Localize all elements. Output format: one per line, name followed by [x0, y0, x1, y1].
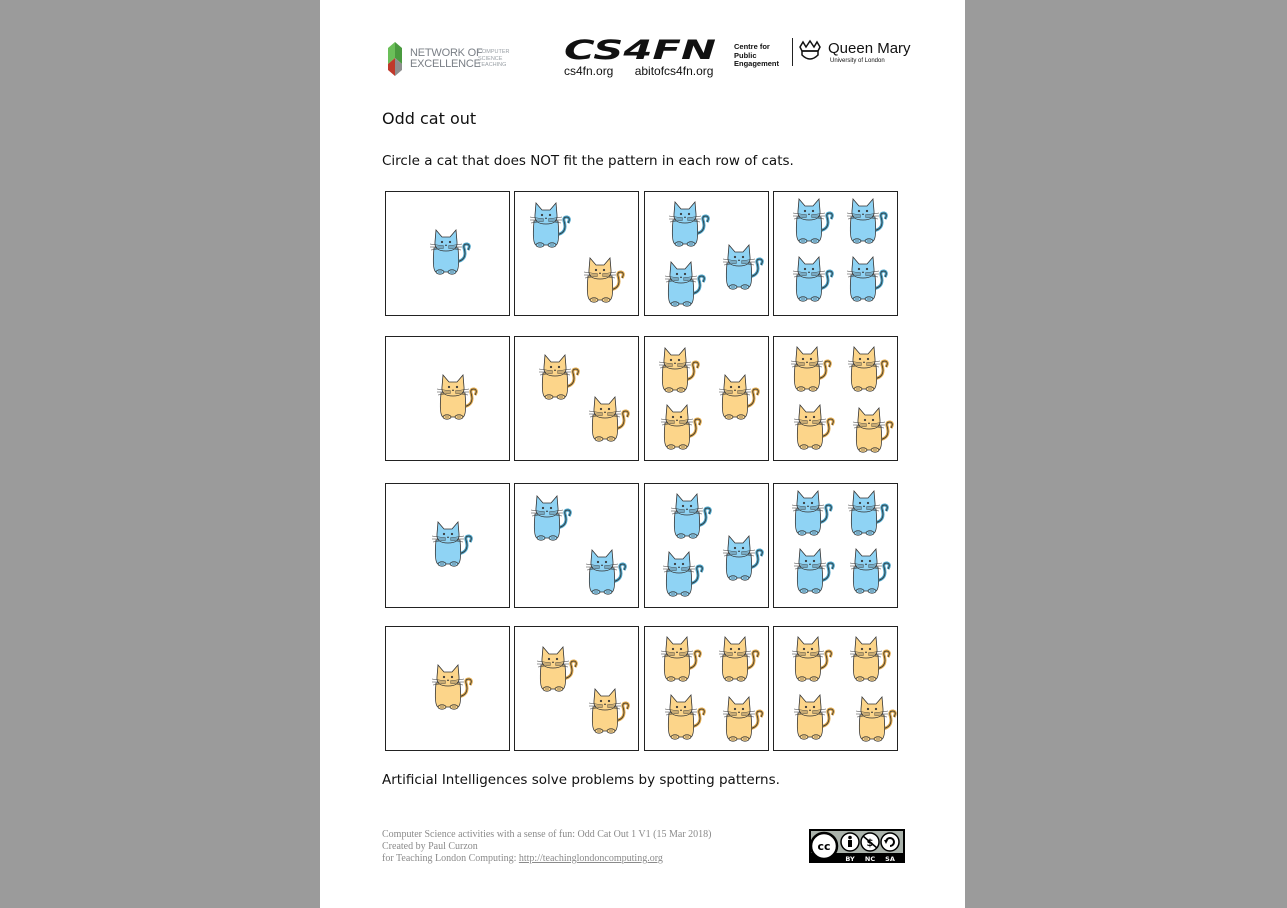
svg-text:NC: NC — [864, 855, 876, 863]
cat-cell-r4c4[interactable] — [773, 626, 898, 751]
cat-orange[interactable] — [719, 637, 758, 681]
cat-orange[interactable] — [723, 697, 762, 741]
cat-orange[interactable] — [432, 665, 471, 709]
teachinglondoncomputing-link[interactable]: http://teachinglondoncomputing.org — [518, 853, 663, 864]
cat-cell-r4c3-art — [645, 627, 770, 752]
cs4fn-logo — [564, 36, 719, 64]
cat-cell-r3c4[interactable] — [773, 483, 898, 608]
cat-blue[interactable] — [848, 491, 887, 535]
page-title: Odd cat out — [382, 109, 477, 128]
cat-cell-r1c3-art — [645, 192, 770, 317]
cat-blue[interactable] — [723, 245, 762, 289]
cs4fn-links — [564, 64, 713, 78]
cat-blue[interactable] — [530, 203, 569, 247]
cat-orange[interactable] — [719, 375, 758, 419]
queen-mary-name: Queen Mary — [828, 40, 911, 57]
cat-blue[interactable] — [847, 199, 886, 243]
cat-cell-r3c2[interactable] — [514, 483, 639, 608]
cat-blue[interactable] — [792, 491, 831, 535]
cat-cell-r4c1-art — [386, 627, 511, 752]
abitofcs4fn-link[interactable]: abitofcs4fn.org — [634, 64, 714, 78]
bottom-statement: Artificial Intelligences solve problems by spotting patterns. — [382, 772, 780, 788]
cat-blue[interactable] — [430, 230, 469, 274]
cat-cell-r1c2-art — [515, 192, 640, 317]
cat-orange[interactable] — [537, 647, 576, 691]
cat-orange-odd[interactable] — [584, 258, 623, 302]
cat-orange[interactable] — [665, 695, 704, 739]
footer-line-3: for Teaching London Computing: http://teachinglondoncomputing.org — [382, 853, 663, 864]
cat-blue[interactable] — [586, 550, 625, 594]
sa-icon — [881, 833, 899, 851]
cat-orange[interactable] — [539, 355, 578, 399]
cat-orange[interactable] — [437, 375, 476, 419]
svg-text:$: $ — [866, 838, 874, 849]
cat-blue[interactable] — [793, 199, 832, 243]
cat-blue[interactable] — [665, 262, 704, 306]
cat-blue[interactable] — [850, 549, 889, 593]
cat-blue[interactable] — [793, 257, 832, 301]
cat-cell-r2c4[interactable] — [773, 336, 898, 461]
crown-crest-icon — [797, 39, 823, 63]
cat-cell-r4c4-art — [774, 627, 899, 752]
cat-cell-r2c1[interactable] — [385, 336, 510, 461]
cat-blue[interactable] — [663, 552, 702, 596]
cat-blue[interactable] — [671, 494, 710, 538]
cc-license-badge — [809, 829, 905, 863]
cat-orange[interactable] — [589, 397, 628, 441]
cat-cell-r3c4-art — [774, 484, 899, 609]
noe-subtitle: COMPUTER SCIENCE TEACHING — [478, 49, 510, 68]
cat-orange[interactable] — [794, 405, 833, 449]
cat-orange[interactable] — [661, 405, 700, 449]
network-of-excellence-logo — [388, 42, 513, 78]
cat-cell-r4c3[interactable] — [644, 626, 769, 751]
svg-text:CS4FN: CS4FN — [564, 36, 717, 64]
cat-cell-r2c2[interactable] — [514, 336, 639, 461]
cat-blue[interactable] — [432, 522, 471, 566]
cat-cell-r3c2-art — [515, 484, 640, 609]
cat-cell-r2c3-art — [645, 337, 770, 462]
cat-cell-r1c3[interactable] — [644, 191, 769, 316]
cat-blue[interactable] — [794, 549, 833, 593]
cat-cell-r1c4-art — [774, 192, 899, 317]
instructions: Circle a cat that does NOT fit the pattern in each row of cats. — [382, 153, 794, 169]
cat-blue[interactable] — [531, 496, 570, 540]
cat-cell-r1c4[interactable] — [773, 191, 898, 316]
cat-cell-r1c1[interactable] — [385, 191, 510, 316]
cat-cell-r3c3-art — [645, 484, 770, 609]
cat-cell-r3c1[interactable] — [385, 483, 510, 608]
footer-line-2: Created by Paul Curzon — [382, 841, 478, 852]
cat-cell-r2c1-art — [386, 337, 511, 462]
cat-cell-r1c1-art — [386, 192, 511, 317]
queen-mary-logo — [734, 37, 911, 69]
cat-cell-r2c3[interactable] — [644, 336, 769, 461]
cat-cell-r4c1[interactable] — [385, 626, 510, 751]
logo-divider — [792, 38, 793, 66]
cat-cell-r2c4-art — [774, 337, 899, 462]
cat-blue[interactable] — [723, 536, 762, 580]
cat-cell-r1c2[interactable] — [514, 191, 639, 316]
cat-orange[interactable] — [792, 637, 831, 681]
cc-icon: cc — [817, 840, 831, 853]
svg-text:BY: BY — [845, 855, 855, 863]
cat-cell-r4c2-art — [515, 627, 640, 752]
cat-cell-r3c1-art — [386, 484, 511, 609]
cat-orange[interactable] — [791, 347, 830, 391]
cat-orange[interactable] — [794, 695, 833, 739]
noe-mark-icon — [388, 42, 402, 76]
footer-line-1: Computer Science activities with a sense of fun: Odd Cat Out 1 V1 (15 Mar 2018) — [382, 829, 712, 840]
cat-orange[interactable] — [659, 348, 698, 392]
cat-blue[interactable] — [669, 202, 708, 246]
worksheet-page — [320, 0, 965, 908]
cat-orange[interactable] — [848, 347, 887, 391]
cat-cell-r2c2-art — [515, 337, 640, 462]
svg-text:SA: SA — [885, 855, 895, 863]
cat-cell-r3c3[interactable] — [644, 483, 769, 608]
footer-credits — [382, 829, 711, 865]
cat-orange[interactable] — [856, 697, 895, 741]
cat-orange[interactable] — [661, 637, 700, 681]
cat-cell-r4c2[interactable] — [514, 626, 639, 751]
cs4fn-link[interactable]: cs4fn.org — [564, 64, 614, 78]
cat-orange[interactable] — [589, 689, 628, 733]
university-of-london: University of London — [830, 58, 885, 64]
centre-public-engagement: Centre for Public Engagement — [734, 42, 780, 68]
cat-blue[interactable] — [847, 257, 886, 301]
cat-orange[interactable] — [853, 408, 892, 452]
noe-name: NETWORK OF EXCELLENCE — [410, 47, 483, 70]
cat-orange[interactable] — [850, 637, 889, 681]
